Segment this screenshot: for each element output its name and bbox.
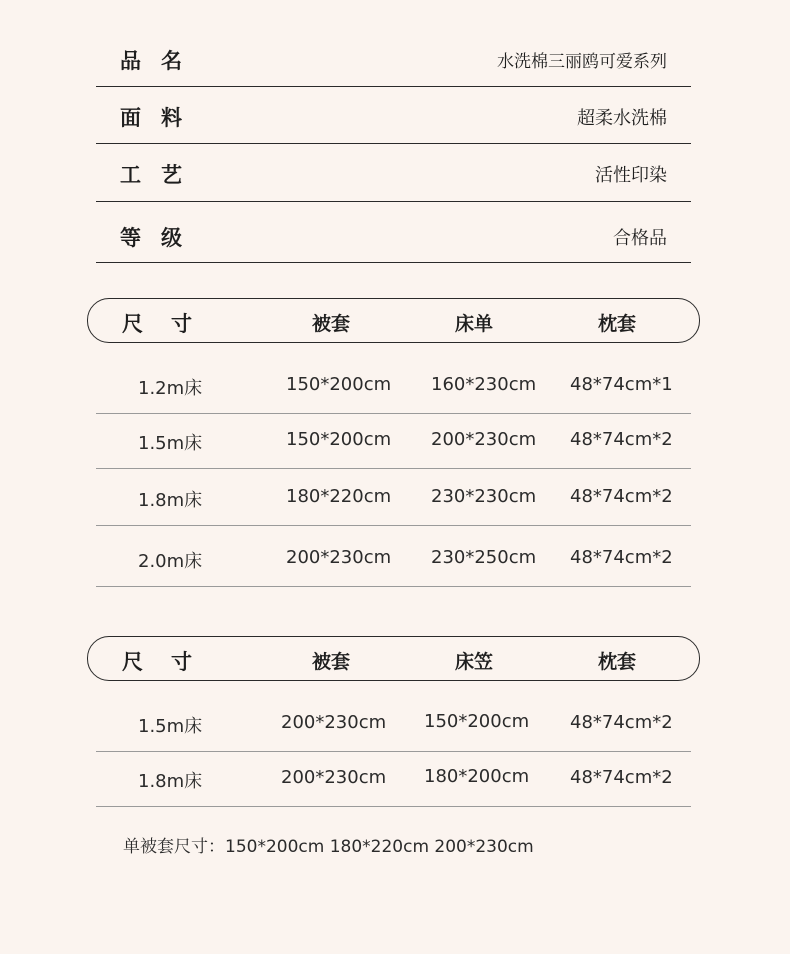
header-sheet: 床单 — [455, 313, 494, 335]
header-size: 尺寸 — [122, 650, 220, 674]
cell-duvet: 150*200cm — [286, 374, 392, 395]
cell-duvet: 180*220cm — [286, 486, 392, 507]
cell-duvet: 200*230cm — [281, 767, 387, 788]
table-row — [96, 414, 691, 469]
cell-fitted-sheet: 180*200cm — [424, 766, 530, 787]
cell-size: 2.0m床 — [138, 551, 203, 572]
spec-value: 合格品 — [613, 228, 667, 249]
cell-sheet: 230*250cm — [431, 547, 537, 568]
header-fitted-sheet: 床笠 — [455, 651, 494, 673]
table1-header — [87, 298, 700, 343]
spec-label: 品名 — [120, 49, 202, 73]
cell-size: 1.8m床 — [138, 490, 203, 511]
cell-pillowcase: 48*74cm*2 — [570, 767, 673, 788]
single-duvet-sizes-note: 单被套尺寸：150*200cm 180*220cm 200*230cm — [123, 837, 534, 857]
spec-label: 面料 — [120, 106, 202, 130]
cell-size: 1.2m床 — [138, 378, 203, 399]
table2-header — [87, 636, 700, 681]
header-size: 尺寸 — [122, 312, 220, 336]
cell-sheet: 230*230cm — [431, 486, 537, 507]
cell-size: 1.5m床 — [138, 433, 203, 454]
cell-pillowcase: 48*74cm*2 — [570, 429, 673, 450]
cell-pillowcase: 48*74cm*1 — [570, 374, 673, 395]
table-row — [96, 350, 691, 414]
cell-fitted-sheet: 150*200cm — [424, 711, 530, 732]
spec-value: 活性印染 — [595, 165, 667, 186]
table-row — [96, 469, 691, 526]
spec-row-name — [96, 29, 691, 87]
table-row — [96, 752, 691, 807]
spec-value: 水洗棉三丽鸥可爱系列 — [497, 52, 667, 72]
cell-duvet: 200*230cm — [286, 547, 392, 568]
header-duvet: 被套 — [312, 313, 351, 335]
cell-sheet: 160*230cm — [431, 374, 537, 395]
spec-row-fabric — [96, 86, 691, 144]
cell-duvet: 150*200cm — [286, 429, 392, 450]
table-row — [96, 526, 691, 587]
header-duvet: 被套 — [312, 651, 351, 673]
spec-value: 超柔水洗棉 — [577, 108, 667, 129]
cell-duvet: 200*230cm — [281, 712, 387, 733]
header-pillowcase: 枕套 — [598, 313, 637, 335]
cell-size: 1.8m床 — [138, 771, 203, 792]
table-row — [96, 690, 691, 752]
cell-sheet: 200*230cm — [431, 429, 537, 450]
cell-pillowcase: 48*74cm*2 — [570, 712, 673, 733]
header-pillowcase: 枕套 — [598, 651, 637, 673]
spec-label: 工艺 — [120, 163, 202, 187]
spec-row-process — [96, 143, 691, 202]
cell-pillowcase: 48*74cm*2 — [570, 486, 673, 507]
cell-pillowcase: 48*74cm*2 — [570, 547, 673, 568]
cell-size: 1.5m床 — [138, 716, 203, 737]
spec-row-grade — [96, 202, 691, 263]
spec-label: 等级 — [120, 226, 202, 250]
